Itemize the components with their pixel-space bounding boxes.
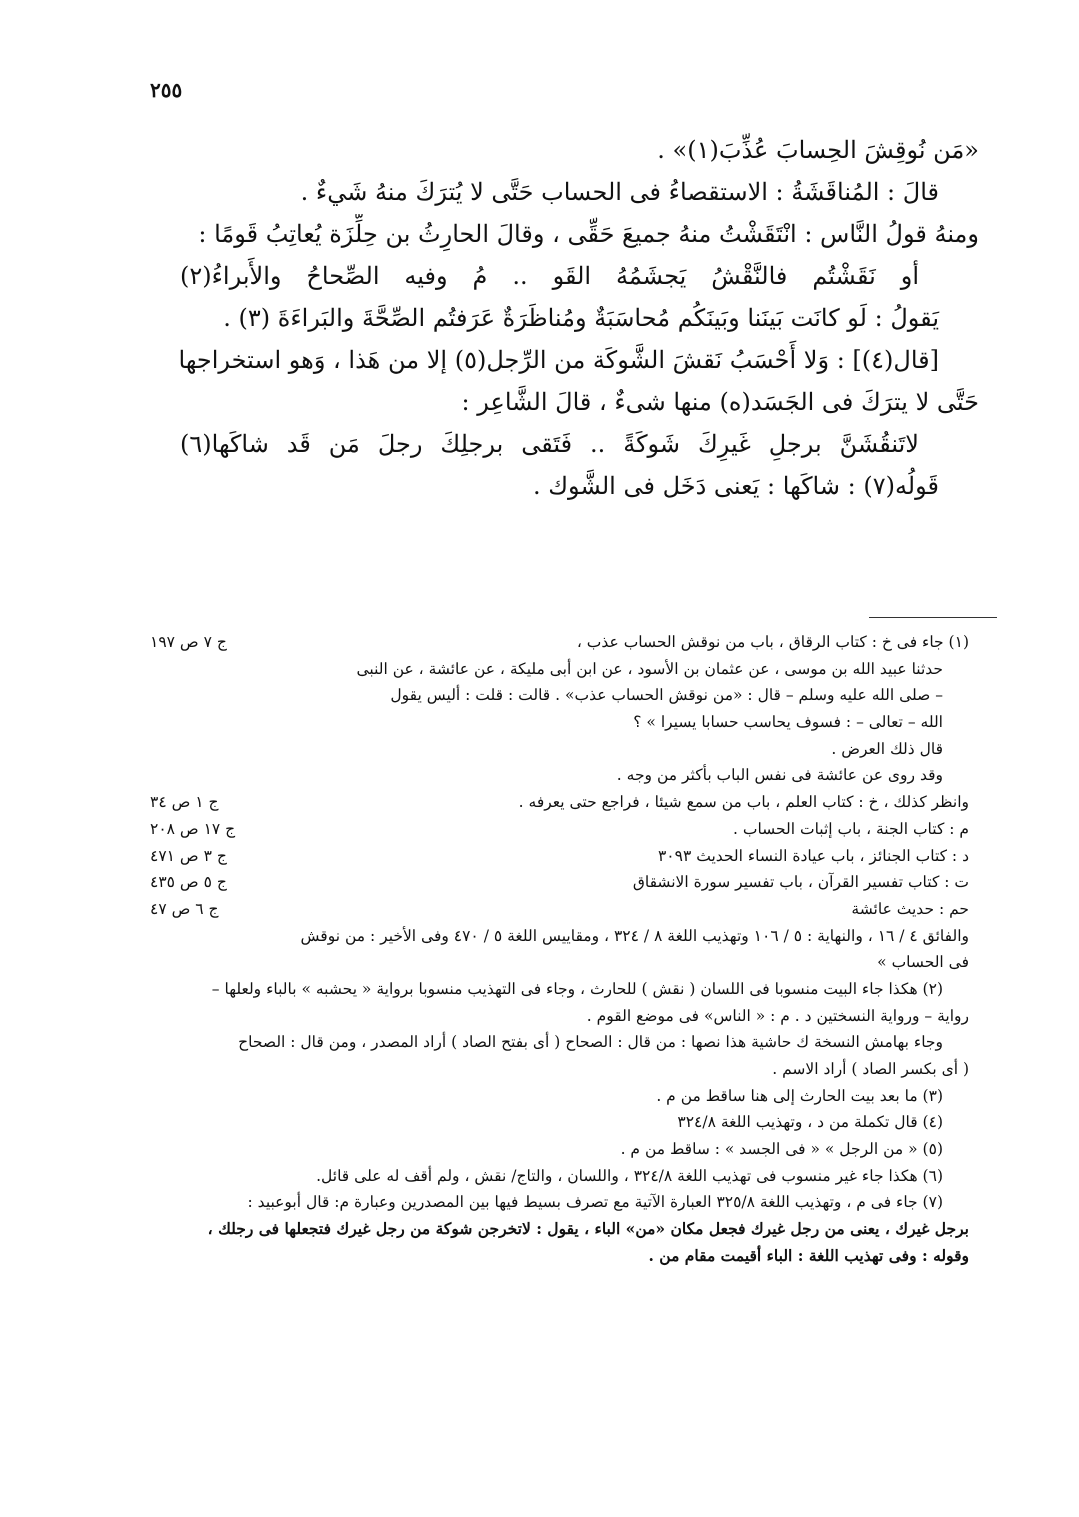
- main-text: [120, 130, 979, 508]
- reference-location: ج ٥ ص ٤٣٥: [150, 873, 227, 892]
- verse-line: أو نَقَشْتُم فالنَّقْشُ يَجشَمُهُ القَو .. مُ وفيه الصِّحاحُ والأَبراءُ(٢): [180, 262, 919, 290]
- footnote-line: – صلى الله عليه وسلم – قال : «من نوقش الحساب عذب» . قالت : قلت : أليس يقول: [390, 686, 943, 705]
- footnote-reference: ج ٧ ص ١٩٧: [150, 633, 227, 651]
- reference-text: وانظر كذلك ، خ : كتاب العلم ، باب من سمع شيئا ، فراجع حتى يعرفه .: [518, 793, 969, 812]
- verse-line: لاتَنقُشَنَّ برجلِ غَيرِكَ شَوكَةً .. فَتَقى برجلِكَ رجلَ مَن قَد شاكَها(٦): [180, 430, 919, 458]
- body-line: [قال(٤)] : وَلا أَحْسَبُ نَقشَ الشَّوكَة من الرِّجل(٥) إلا من هَذا ، وَهو استخراجها: [178, 346, 939, 374]
- reference-location: ج ٦ ص ٤٧: [150, 899, 219, 918]
- footnote-4: (٤) قال تكملة من د ، وتهذيب اللغة ٣٢٤/٨: [677, 1113, 943, 1132]
- footnote-line: فى الحساب »: [877, 953, 969, 972]
- page-number: ٢٥٥: [150, 78, 183, 102]
- body-line: قالَ : المُناقَشَةُ : الاستقصاءُ فى الحساب حَتَّى لا يُترَكَ منهُ شَيءٌ .: [300, 178, 939, 206]
- reference-location: ج ١٧ ص ٢٠٨: [150, 819, 236, 838]
- reference-text: ت : كتاب تفسير القرآن ، باب تفسير سورة الانشقاق: [632, 873, 969, 892]
- body-line: حَتَّى لا يترَكَ فى الجَسَد(ه) منها شىءٌ ، قالَ الشَّاعِر :: [461, 388, 979, 416]
- reference-text: م : كتاب الجنة ، باب إثبات الحساب .: [733, 819, 969, 838]
- footnote-line: قال ذلك العرض .: [831, 739, 943, 758]
- reference-location: ج ٣ ص ٤٧١: [150, 846, 227, 865]
- footnote-line: والفائق ٤ / ١٦ ، والنهاية : ٥ / ١٠٦ وتهذيب اللغة ٨ / ٣٢٤ ، ومقاييس اللغة ٥ / ٤٧٠ وفى الأخير : من نوقش: [300, 926, 969, 945]
- footnote-7: (٧) جاء فى م ، وتهذيب اللغة ٣٢٥/٨ العبارة الآتية مع تصرف بسيط فيها بين المصدرين وعبارة م: قال أبوعبيد :: [247, 1193, 943, 1212]
- footnote-line: وقوله : وفى تهذيب اللغة : الباء أقيمت مقام من .: [648, 1245, 969, 1265]
- footnote-line: وقد روى عن عائشة فى نفس الباب بأكثر من وجه .: [616, 766, 943, 785]
- footnote-text: (١) جاء فى خ : كتاب الرقاق ، باب من نوقش الحساب عذب ،: [576, 633, 969, 651]
- source-reference-row: [150, 790, 969, 817]
- source-reference-row: [150, 817, 969, 844]
- footnote-line: وجاء بهامش النسخة ك حاشية هذا نصها : من قال : الصحاح ( أى بفتح الصاد ) أراد المصدر ، ومن قال : الصحاح: [238, 1033, 943, 1052]
- reference-text: د : كتاب الجنائز ، باب عيادة النساء الحديث ٣٠٩٣: [657, 846, 969, 865]
- footnote-6: (٦) هكذا جاء غير منسوب فى تهذيب اللغة ٣٢٤/٨ ، واللسان ، والتاج/ نقش ، ولم أقف له على قائل.: [316, 1166, 943, 1185]
- source-reference-row: [150, 844, 969, 871]
- body-line: يَقولُ : لَو كانَت بَينَنا وبَينَكُم مُحاسَبَةٌ ومُناظَرَةٌ عَرَفتُم الصِّحَّةَ والبَراءَةَ (٣) .: [223, 304, 939, 332]
- body-line: ومنهُ قولُ النَّاس : انْتَقَشْتُ منهُ جميعَ حَقِّى ، وقالَ الحارِثُ بن حِلِّزَة يُعاتِبُ قَومًا :: [198, 220, 979, 248]
- footnote-line: الله – تعالى – : فسوف يحاسب حسابا يسيرا » ؟: [633, 713, 943, 732]
- footnote-2: (٢) هكذا جاء البيت منسوبا فى اللسان ( نقش ) للحارث ، وجاء فى التهذيب منسوبا برواية « يحشبه » بالباء ولعلها –: [211, 979, 943, 998]
- source-reference-row: [150, 870, 969, 897]
- footnote-separator: [869, 617, 997, 618]
- reference-location: ج ١ ص ٣٤: [150, 793, 219, 812]
- footnote-3: (٣) ما بعد بيت الحارث إلى هنا ساقط من م .: [656, 1086, 943, 1105]
- footnote-1-heading: [150, 630, 969, 657]
- footnote-line: ( أى بكسر الصاد ) أراد الاسم .: [772, 1060, 969, 1078]
- footnote-line: حدثنا عبيد الله بن موسى ، عن عثمان بن الأسود ، عن ابن أبى مليكة ، عن عائشة ، عن النبى: [356, 659, 943, 678]
- footnote-line: برجل غيرك ، يعنى من رجل غيرك فجعل مكان «من» الباء ، يقول : لاتخرجن شوكة من رجل غيرك فتجعلها فى رجلك ،: [207, 1219, 969, 1239]
- footnotes: [150, 630, 969, 1271]
- footnote-line: رواية – ورواية النسختين د . م : « الناس» فى موضع القوم .: [586, 1006, 969, 1025]
- body-line: قَولُه(٧) : شاكَها : يَعنى دَخَل فى الشَّوك .: [533, 472, 939, 500]
- source-reference-row: [150, 897, 969, 924]
- body-line: «مَن نُوقِشَ الحِسابَ عُذِّبَ(١)» .: [657, 136, 979, 164]
- footnote-5: (٥) « من الرجل » « فى الجسد » : ساقط من م .: [620, 1140, 943, 1159]
- reference-text: حم : حديث عائشة: [851, 899, 969, 918]
